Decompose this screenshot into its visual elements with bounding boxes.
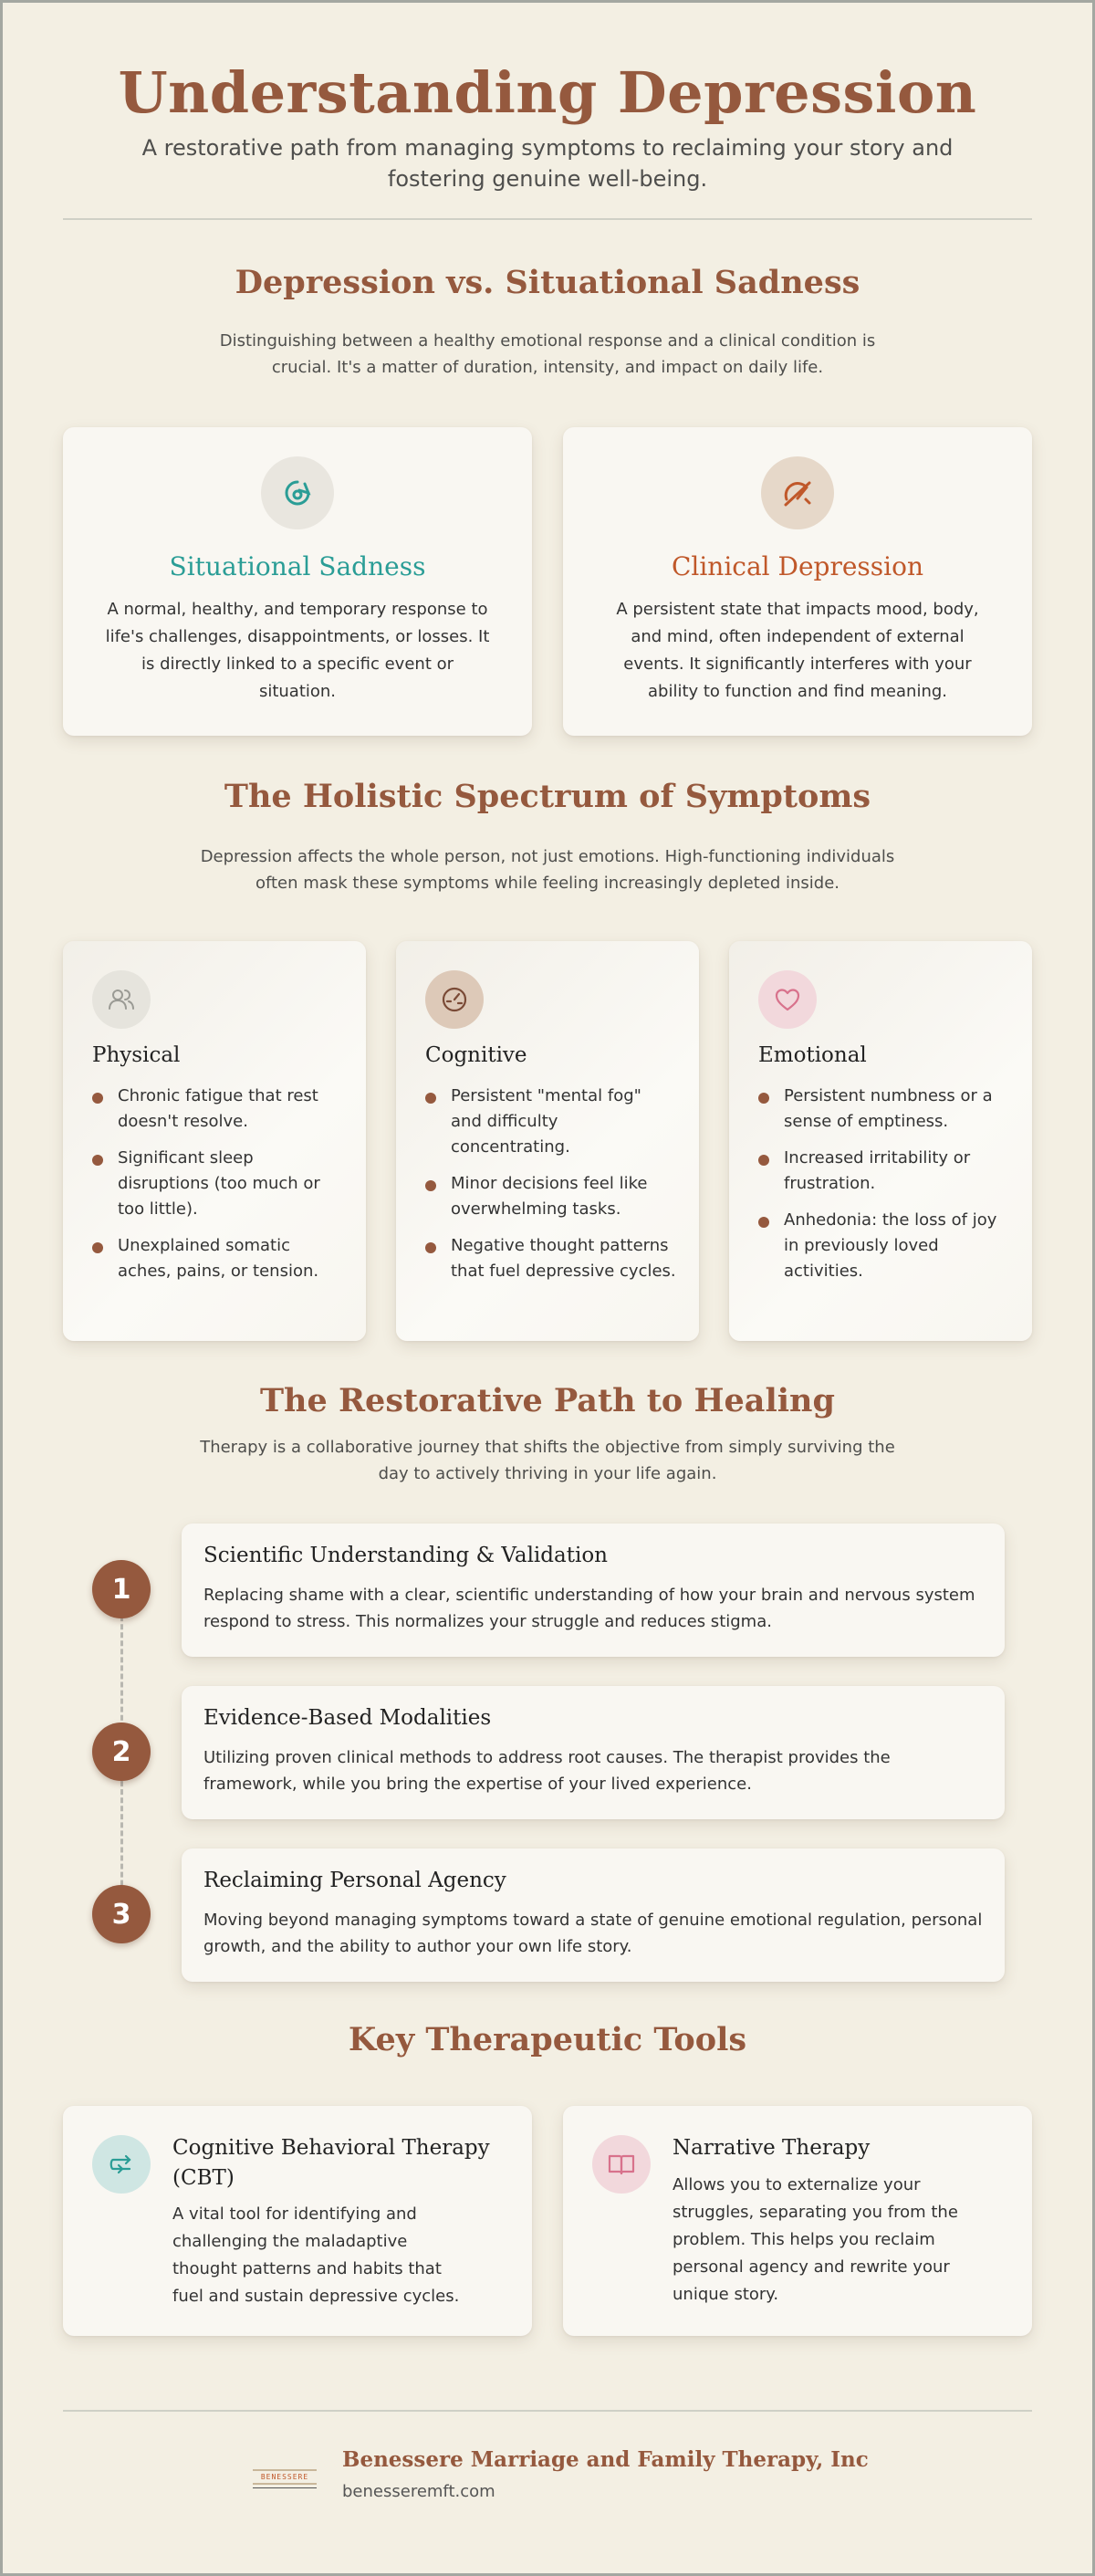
path-section-title: The Restorative Path to Healing — [260, 1382, 835, 1419]
step-number-2: 2 — [92, 1723, 151, 1781]
logo-wordmark: BENESSERE — [260, 2473, 309, 2481]
list-item: Increased irritability or frustration. — [758, 1146, 1010, 1197]
comparison-intro: Distinguishing between a healthy emotional response and a clinical condition is crucial. It's a matter of duration, intensity, and impact on daily life. — [219, 331, 876, 377]
symptoms-intro: Depression affects the whole person, not just emotions. High-functioning individuals often mask these symptoms while feeling increasingly depleted inside. — [200, 847, 895, 893]
step-title: Reclaiming Personal Agency — [203, 1869, 506, 1892]
users-icon — [92, 970, 151, 1029]
physical-symptoms-card — [63, 941, 366, 1341]
list-item: Negative thought patterns that fuel depressive cycles. — [425, 1233, 677, 1284]
list-item: Significant sleep disruptions (too much or too little). — [92, 1146, 344, 1222]
list-item: Unexplained somatic aches, pains, or tension. — [92, 1233, 344, 1284]
step-number-3: 3 — [92, 1885, 151, 1943]
narrative-card — [563, 2106, 1032, 2336]
clinical-depression-card — [563, 427, 1032, 736]
step-card-3 — [182, 1848, 1005, 1982]
step-title: Evidence-Based Modalities — [203, 1706, 492, 1730]
cognitive-title: Cognitive — [425, 1043, 527, 1067]
cycle-icon — [261, 456, 334, 529]
clinical-depression-title: Clinical Depression — [671, 551, 924, 581]
company-name: Benessere Marriage and Family Therapy, Inc — [342, 2447, 869, 2472]
situational-sadness-card — [63, 427, 532, 736]
loop-icon — [92, 2135, 151, 2194]
cbt-card — [63, 2106, 532, 2336]
emotional-title: Emotional — [758, 1043, 867, 1067]
footer-divider — [63, 2410, 1032, 2412]
emotional-symptoms-card — [729, 941, 1032, 1341]
list-item: Minor decisions feel like overwhelming tasks. — [425, 1171, 677, 1222]
step-card-2 — [182, 1686, 1005, 1819]
page-subtitle: A restorative path from managing symptoms to reclaiming your story and fostering genuine well-being. — [141, 135, 954, 192]
heart-icon — [758, 970, 817, 1029]
list-item: Anhedonia: the loss of joy in previously loved activities. — [758, 1208, 1010, 1284]
company-website-link[interactable]: benesseremft.com — [342, 2482, 495, 2501]
emotional-symptom-list — [758, 1084, 1010, 1295]
step-title: Scientific Understanding & Validation — [203, 1544, 608, 1567]
cbt-text: A vital tool for identifying and challenging the maladaptive thought patterns and habits that fuel and sustain depressive cycles. — [172, 2204, 460, 2306]
cognitive-symptoms-card — [396, 941, 699, 1341]
clinical-depression-text: A persistent state that impacts mood, body, and mind, often independent of external events. It significantly interferes with your ability to function and find meaning. — [616, 600, 979, 701]
situational-sadness-text: A normal, healthy, and temporary response to life's challenges, disappointments, or losses. It is directly linked to a specific event or situation. — [105, 600, 490, 701]
step-number-1: 1 — [92, 1560, 151, 1618]
cognitive-symptom-list — [425, 1084, 677, 1295]
step-text: Replacing shame with a clear, scientific understanding of how your brain and nervous system respond to stress. This normalizes your struggle and reduces stigma. — [203, 1586, 975, 1631]
page-title: Understanding Depression — [118, 59, 977, 126]
situational-sadness-title: Situational Sadness — [169, 551, 426, 581]
tools-section-title: Key Therapeutic Tools — [348, 2021, 747, 2058]
narrative-text: Allows you to externalize your struggles, separating you from the problem. This helps you reclaim personal agency and rewrite your unique story. — [673, 2175, 958, 2304]
step-card-1 — [182, 1524, 1005, 1657]
narrative-title: Narrative Therapy — [673, 2136, 871, 2160]
gauge-slash-icon — [761, 456, 834, 529]
book-icon — [592, 2135, 651, 2194]
physical-title: Physical — [92, 1043, 181, 1067]
divider — [63, 218, 1032, 220]
list-item: Persistent numbness or a sense of emptiness. — [758, 1084, 1010, 1135]
infographic-page — [3, 3, 1092, 2573]
comparison-section-title: Depression vs. Situational Sadness — [235, 264, 860, 301]
cbt-title: Cognitive Behavioral Therapy (CBT) — [172, 2136, 490, 2190]
company-logo — [253, 2469, 317, 2489]
step-text: Moving beyond managing symptoms toward a state of genuine emotional regulation, personal growth, and the ability to author your own life story. — [203, 1911, 983, 1956]
path-intro: Therapy is a collaborative journey that shifts the objective from simply surviving the day to actively thriving in your life again. — [200, 1438, 895, 1483]
list-item: Persistent "mental fog" and difficulty concentrating. — [425, 1084, 677, 1160]
list-item: Chronic fatigue that rest doesn't resolve. — [92, 1084, 344, 1135]
symptoms-section-title: The Holistic Spectrum of Symptoms — [224, 778, 871, 815]
physical-symptom-list — [92, 1084, 344, 1295]
step-text: Utilizing proven clinical methods to address root causes. The therapist provides the framework, while you bring the expertise of your lived experience. — [203, 1748, 891, 1794]
brain-gauge-icon — [425, 970, 484, 1029]
